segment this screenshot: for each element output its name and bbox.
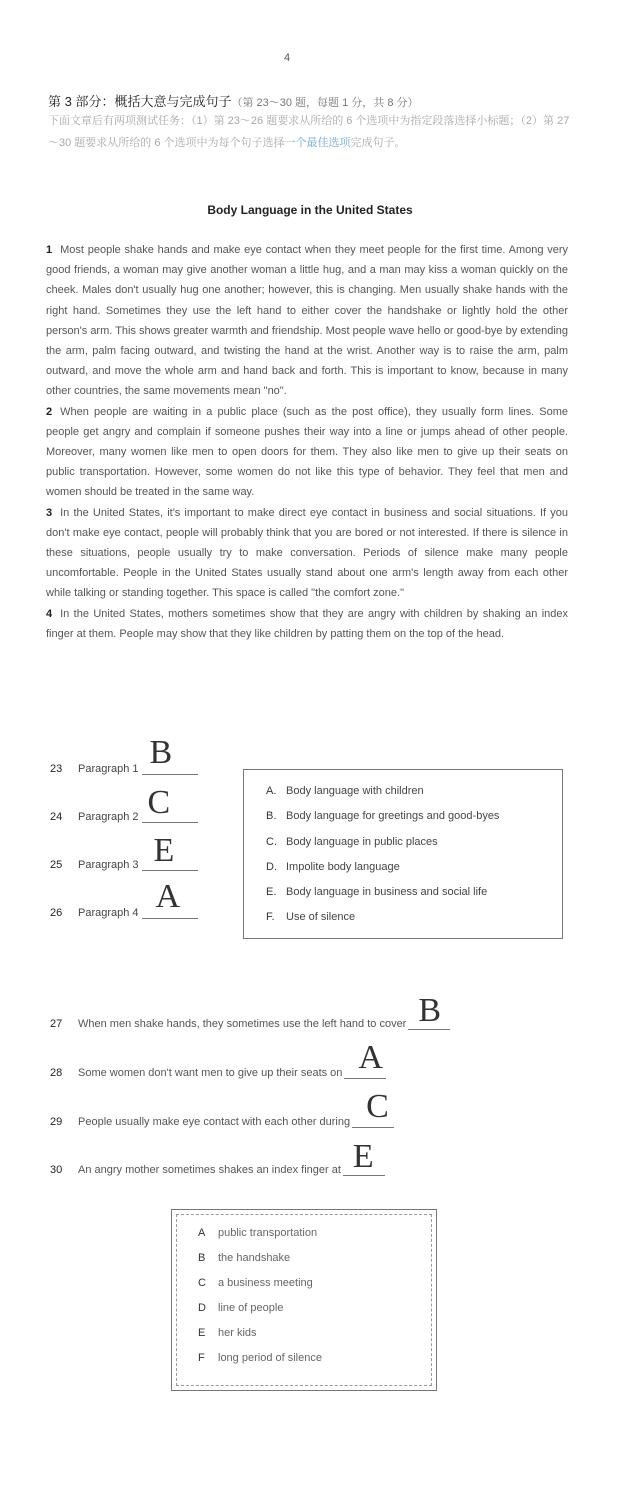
question-28 xyxy=(50,1039,386,1079)
passage-title: Body Language in the United States xyxy=(207,203,413,217)
option-text: Body language in public places xyxy=(286,836,438,848)
question-23 xyxy=(50,734,198,808)
option-a xyxy=(198,1227,317,1239)
question-label: Paragraph 3 xyxy=(78,859,139,871)
question-label: Paragraph 2 xyxy=(78,811,139,823)
option-text: long period of silence xyxy=(218,1352,322,1364)
paragraph-number: 1 xyxy=(46,244,53,256)
paragraph-text: When people are waiting in a public place (such as the post office), they usually form lines. Some people get angry and complain if someone pushes their way into a line or jumps ahead of other people. Moreover, many women like men to open doors for them. They also like men to give up their seats on public transportation. However, some women do not like this type of behavior. They feel that men and women should be treated in the same way. xyxy=(46,405,568,499)
option-letter: B. xyxy=(266,810,277,822)
paragraph-1 xyxy=(46,240,568,402)
option-letter: C xyxy=(198,1277,206,1289)
option-f xyxy=(198,1352,322,1364)
option-d xyxy=(266,861,400,873)
question-30 xyxy=(50,1138,385,1176)
option-text: Body language for greetings and good-byes xyxy=(286,810,500,822)
option-letter: B xyxy=(198,1252,206,1264)
option-b xyxy=(198,1252,290,1264)
option-text: Use of silence xyxy=(286,911,356,923)
option-letter: C. xyxy=(266,836,277,848)
option-b xyxy=(266,810,499,822)
question-text: People usually make eye contact with each other during xyxy=(78,1116,351,1128)
instructions-end: 完成句子。 xyxy=(350,137,406,149)
handwritten-answer: B xyxy=(418,992,442,1029)
question-29 xyxy=(50,1088,394,1128)
question-text: Some women don't want men to give up their seats on xyxy=(78,1067,343,1079)
question-text: An angry mother sometimes shakes an index finger at xyxy=(78,1164,341,1176)
paragraph-2 xyxy=(46,402,568,503)
handwritten-answer: E xyxy=(153,832,175,869)
option-letter: D xyxy=(198,1302,206,1314)
handwritten-answer: C xyxy=(366,1088,389,1125)
question-26 xyxy=(50,878,198,952)
paragraph-text: Most people shake hands and make eye contact when they meet people for the first time. Among very good friends, a woman may give another woman a little hug, and a man may kiss a woman quickly on the cheek. Males don't usually hug one another; however, this is changing. Men usually shake hands with the right hand. Sometimes they use the left hand to either cover the handshake or lightly hold the other person's arm. This shows greater warmth and friendship. Most people wave hello or good-bye by extending the arm, palm facing outward, and twisting the hand at the wrist. Another way is to raise the arm, palm outward, and move the whole arm and hand back and forth. This is important to know, because in many other countries, the same movements mean "no". xyxy=(46,244,568,398)
paragraph-text: In the United States, mothers sometimes show that they are angry with children by shaking an index finger at them. People may show that they like children by patting them on the top of the head. xyxy=(46,607,568,640)
option-text: Body language in business and social life xyxy=(286,886,488,898)
paragraph-4 xyxy=(46,604,568,644)
option-d xyxy=(198,1302,283,1314)
answer-blank[interactable] xyxy=(142,832,198,871)
question-24 xyxy=(50,784,198,856)
option-f xyxy=(266,911,355,923)
option-letter: E xyxy=(198,1327,206,1339)
paragraph-number: 3 xyxy=(46,506,53,519)
handwritten-answer: A xyxy=(155,878,181,915)
option-c xyxy=(198,1277,313,1289)
question-number: 30 xyxy=(50,1164,63,1176)
option-letter: A xyxy=(198,1227,206,1239)
question-number: 25 xyxy=(50,859,63,871)
question-number: 29 xyxy=(50,1116,63,1128)
option-letter: E. xyxy=(266,886,277,898)
option-text: Impolite body language xyxy=(286,861,400,873)
option-text: public transportation xyxy=(218,1227,318,1239)
handwritten-answer: A xyxy=(358,1039,383,1076)
option-letter: A. xyxy=(266,785,277,797)
section-instructions xyxy=(48,110,576,154)
question-number: 28 xyxy=(50,1067,63,1079)
answer-blank[interactable] xyxy=(142,784,198,823)
handwritten-answer: E xyxy=(352,1138,374,1175)
answer-blank[interactable] xyxy=(142,734,198,775)
question-label: Paragraph 1 xyxy=(78,763,139,775)
question-number: 23 xyxy=(50,763,63,775)
option-e xyxy=(266,886,487,898)
answer-blank[interactable] xyxy=(408,992,450,1030)
section-subtitle: （第 23～30 题，每题 1 分，共 8 分） xyxy=(231,97,419,109)
completion-options-box xyxy=(171,1209,437,1391)
section-heading xyxy=(48,91,419,110)
answer-blank[interactable] xyxy=(344,1039,386,1079)
passage xyxy=(46,240,568,644)
option-e xyxy=(198,1327,257,1339)
paragraph-3 xyxy=(46,503,568,604)
question-label: Paragraph 4 xyxy=(78,907,139,919)
option-letter: F xyxy=(198,1352,205,1364)
answer-blank[interactable] xyxy=(352,1088,394,1128)
matching-options-box xyxy=(243,769,563,939)
instructions-highlight: 一个最佳选项 xyxy=(284,137,351,149)
question-number: 26 xyxy=(50,907,63,919)
option-c xyxy=(266,836,438,848)
option-letter: F. xyxy=(266,911,275,923)
option-text: the handshake xyxy=(218,1252,291,1264)
answer-blank[interactable] xyxy=(142,878,198,919)
question-number: 27 xyxy=(50,1018,63,1030)
instructions-text: 下面文章后有两项测试任务：（1）第 23～26 题要求从所给的 6 个选项中为指定段落选择小标题；（2）第 27～30 题要求从所给的 6 个选项中为每个句子选择 xyxy=(48,115,570,149)
option-text: line of people xyxy=(218,1302,284,1314)
option-a xyxy=(266,785,424,797)
handwritten-answer: C xyxy=(147,784,171,821)
paragraph-number: 2 xyxy=(46,405,53,418)
paragraph-text: In the United States, it's important to make direct eye contact in business and social situations. If you don't make eye contact, people will probably think that you are bored or not interested. If there is silence in these situations, people usually try to make conversation. Periods of silence make many people uncomfortable. People in the United States usually stand about one arm's length away from each other while talking or standing together. This space is called "the comfort zone." xyxy=(46,506,568,600)
option-text: her kids xyxy=(218,1327,257,1339)
option-letter: D. xyxy=(266,861,277,873)
answer-blank[interactable] xyxy=(343,1138,385,1176)
option-text: a business meeting xyxy=(218,1277,313,1289)
paragraph-number: 4 xyxy=(46,607,53,620)
option-text: Body language with children xyxy=(286,785,424,797)
page-number: 4 xyxy=(284,52,291,64)
question-number: 24 xyxy=(50,811,63,823)
handwritten-answer: B xyxy=(149,734,173,771)
question-text: When men shake hands, they sometimes use the left hand to cover xyxy=(78,1018,407,1030)
question-27 xyxy=(50,992,450,1030)
section-title: 第 3 部分：概括大意与完成句子 xyxy=(48,94,232,109)
